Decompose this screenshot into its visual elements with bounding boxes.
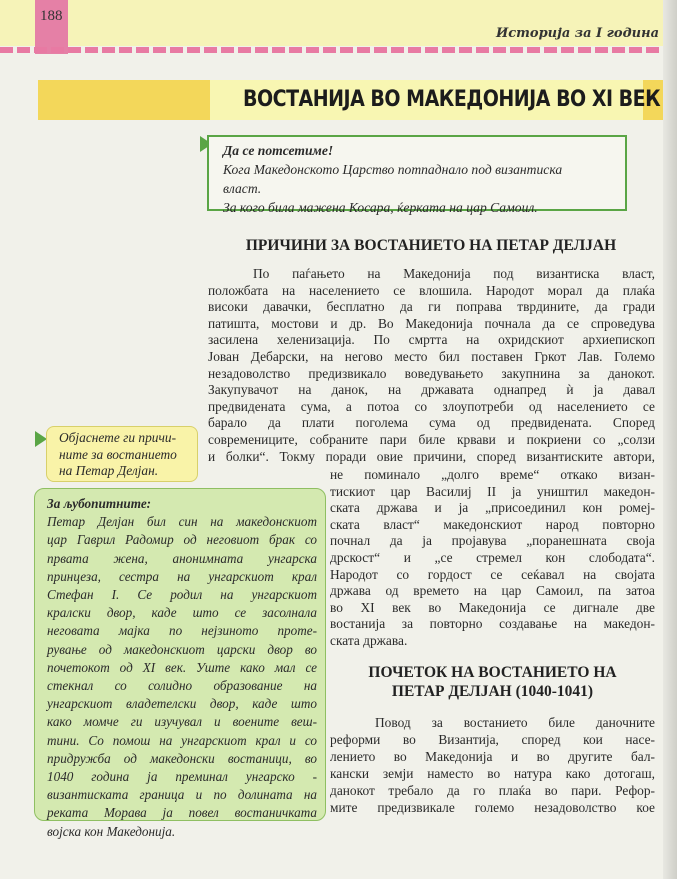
- curious-box: [34, 488, 326, 839]
- text-line: ската држава и ја „присоединил кон ромеј-: [330, 500, 655, 516]
- text-line: неговата мајка по нејзиното проте-: [47, 623, 317, 639]
- text-line: првата жена, анонимната унгарска: [47, 550, 317, 566]
- text-line: византиската граница и по долината на: [47, 787, 317, 803]
- section-heading-2: ПОЧЕТОК НА ВОСТАНИЕТО НА ПЕТАР ДЕЛЈАН (1040-1041): [368, 664, 617, 700]
- text-line: војска кон Македонија.: [47, 823, 176, 839]
- text-line: 1040 година ја преминал унгарско -: [47, 769, 317, 785]
- chapter-banner: [38, 80, 663, 120]
- reminder-title: Да се потсетиме!: [223, 143, 334, 158]
- text-line: Повод за востанието биле даночните: [375, 715, 655, 730]
- text-line: реформи во Византија, според кои насе-: [330, 732, 655, 747]
- text-line: почетокот од XI век. Уште како мал се: [47, 659, 317, 675]
- text-line: не поминало „долго време“ откако визан-: [330, 467, 655, 482]
- text-line: тини. Со помош на унгарскиот крал и со: [47, 732, 317, 748]
- reminder-box: Да се потсетиме! Кога Македонското Царство потпаднало под византиска власт. За кого била мажена Косара, ќерката на цар Самоил.: [207, 135, 627, 211]
- text-line: рување од македонскиот царски двор во: [47, 641, 317, 657]
- text-line: почнал да ја пројавува „поранешната своја: [330, 533, 655, 549]
- text-line: востанија за повторно создавање на македон-: [330, 616, 655, 632]
- text-line: данокот требало да го плаќа во пари. Рефор-: [330, 783, 655, 798]
- text-line: реката Морава ја повел востаничката: [47, 805, 317, 821]
- page-edge: [663, 0, 677, 879]
- text-line: мите предизвикале големо незадоволство кое: [330, 800, 655, 815]
- text-line: придружба од македонски востаници, во: [47, 750, 317, 766]
- curious-title: За љубопитните:: [47, 496, 152, 511]
- question-callout: Објаснете ги причи- ните за востанието на Петар Делјан.: [46, 426, 198, 482]
- text-line: високи давачки, бесплатно да ги поправа тврдините, да гради: [208, 299, 655, 315]
- text-line: Народот со гордост се сеќавал на својата: [330, 566, 655, 582]
- chapter-title: ВОСТАНИЈА ВО МАКЕДОНИЈА ВО XI ВЕК: [243, 86, 661, 112]
- text-line: незадоволство предизвикало воведувањето закупнина за данокот.: [208, 365, 655, 381]
- text-line: предвидената сума, а потоа со злоупотреби од населението се: [208, 398, 655, 414]
- text-line: современиците, собраните пари биле крвави и покриени со „солзи: [208, 431, 655, 447]
- text-line: како момче ги изучувал и воените веш-: [47, 714, 317, 730]
- text-line: По паѓањето на Македонија под византиска власт,: [253, 266, 655, 281]
- text-line: дрскост“ и „се стремел кон слободата“.: [330, 549, 655, 565]
- section-heading: ПРИЧИНИ ЗА ВОСТАНИЕТО НА ПЕТАР ДЕЛЈАН: [245, 237, 617, 254]
- text-line: Петар Делјан бил син на македонскиот: [47, 514, 317, 530]
- dashed-divider: [0, 47, 677, 53]
- section1-text-cont: [330, 467, 655, 650]
- text-line: ската држава.: [330, 632, 408, 648]
- text-line: кански земји наместо во натура како дотогаш,: [330, 766, 655, 781]
- text-line: барало да плати поголема сума од предвидената. Според: [208, 415, 655, 431]
- text-line: Стефан I. Се родил на унгарскиот: [47, 587, 317, 603]
- text-line: стекнал со солидно образование на: [47, 678, 317, 694]
- text-line: принцеза, сестра на унгарскиот крал: [47, 568, 317, 584]
- text-line: Јован Дебарски, на негово место бил поставен Гркот Лав. Големо: [208, 348, 655, 364]
- text-line: ската власт“ македонскиот народ повторно: [330, 516, 655, 532]
- text-line: во XI век во Македонија се дигнале две: [330, 599, 655, 615]
- section1-text: [208, 266, 655, 465]
- text-line: патишта, мостови и др. Во Македонија почнала да се спроведува: [208, 315, 655, 331]
- text-line: и болки“. Токму поради овие причини, според византиските автори,: [208, 448, 655, 464]
- section2-text: [330, 714, 655, 816]
- text-line: држава од времето на цар Самоил, па затоа: [330, 583, 655, 599]
- text-line: цар Гаврил Радомир од неговиот брак со: [47, 532, 317, 548]
- text-line: тискиот цар Василиј II ја уништил македон-: [330, 483, 655, 499]
- text-line: кралски двор, каде што се засолнала: [47, 605, 317, 621]
- text-line: Закупувачот на данок, на државата однапред ѝ ја давал: [208, 382, 655, 398]
- running-title: Историја за I година: [495, 26, 659, 41]
- text-line: лението во Македонија и во другите бал-: [330, 749, 655, 764]
- text-line: унгарскиот владетелски двор, каде што: [47, 696, 317, 712]
- text-line: положбата на населението се влошила. Народот морал да плаќа: [208, 282, 655, 298]
- page-number: 188: [40, 8, 63, 24]
- text-line: засилена хеленизација. По смртта на охридскиот архиепископ: [208, 332, 655, 348]
